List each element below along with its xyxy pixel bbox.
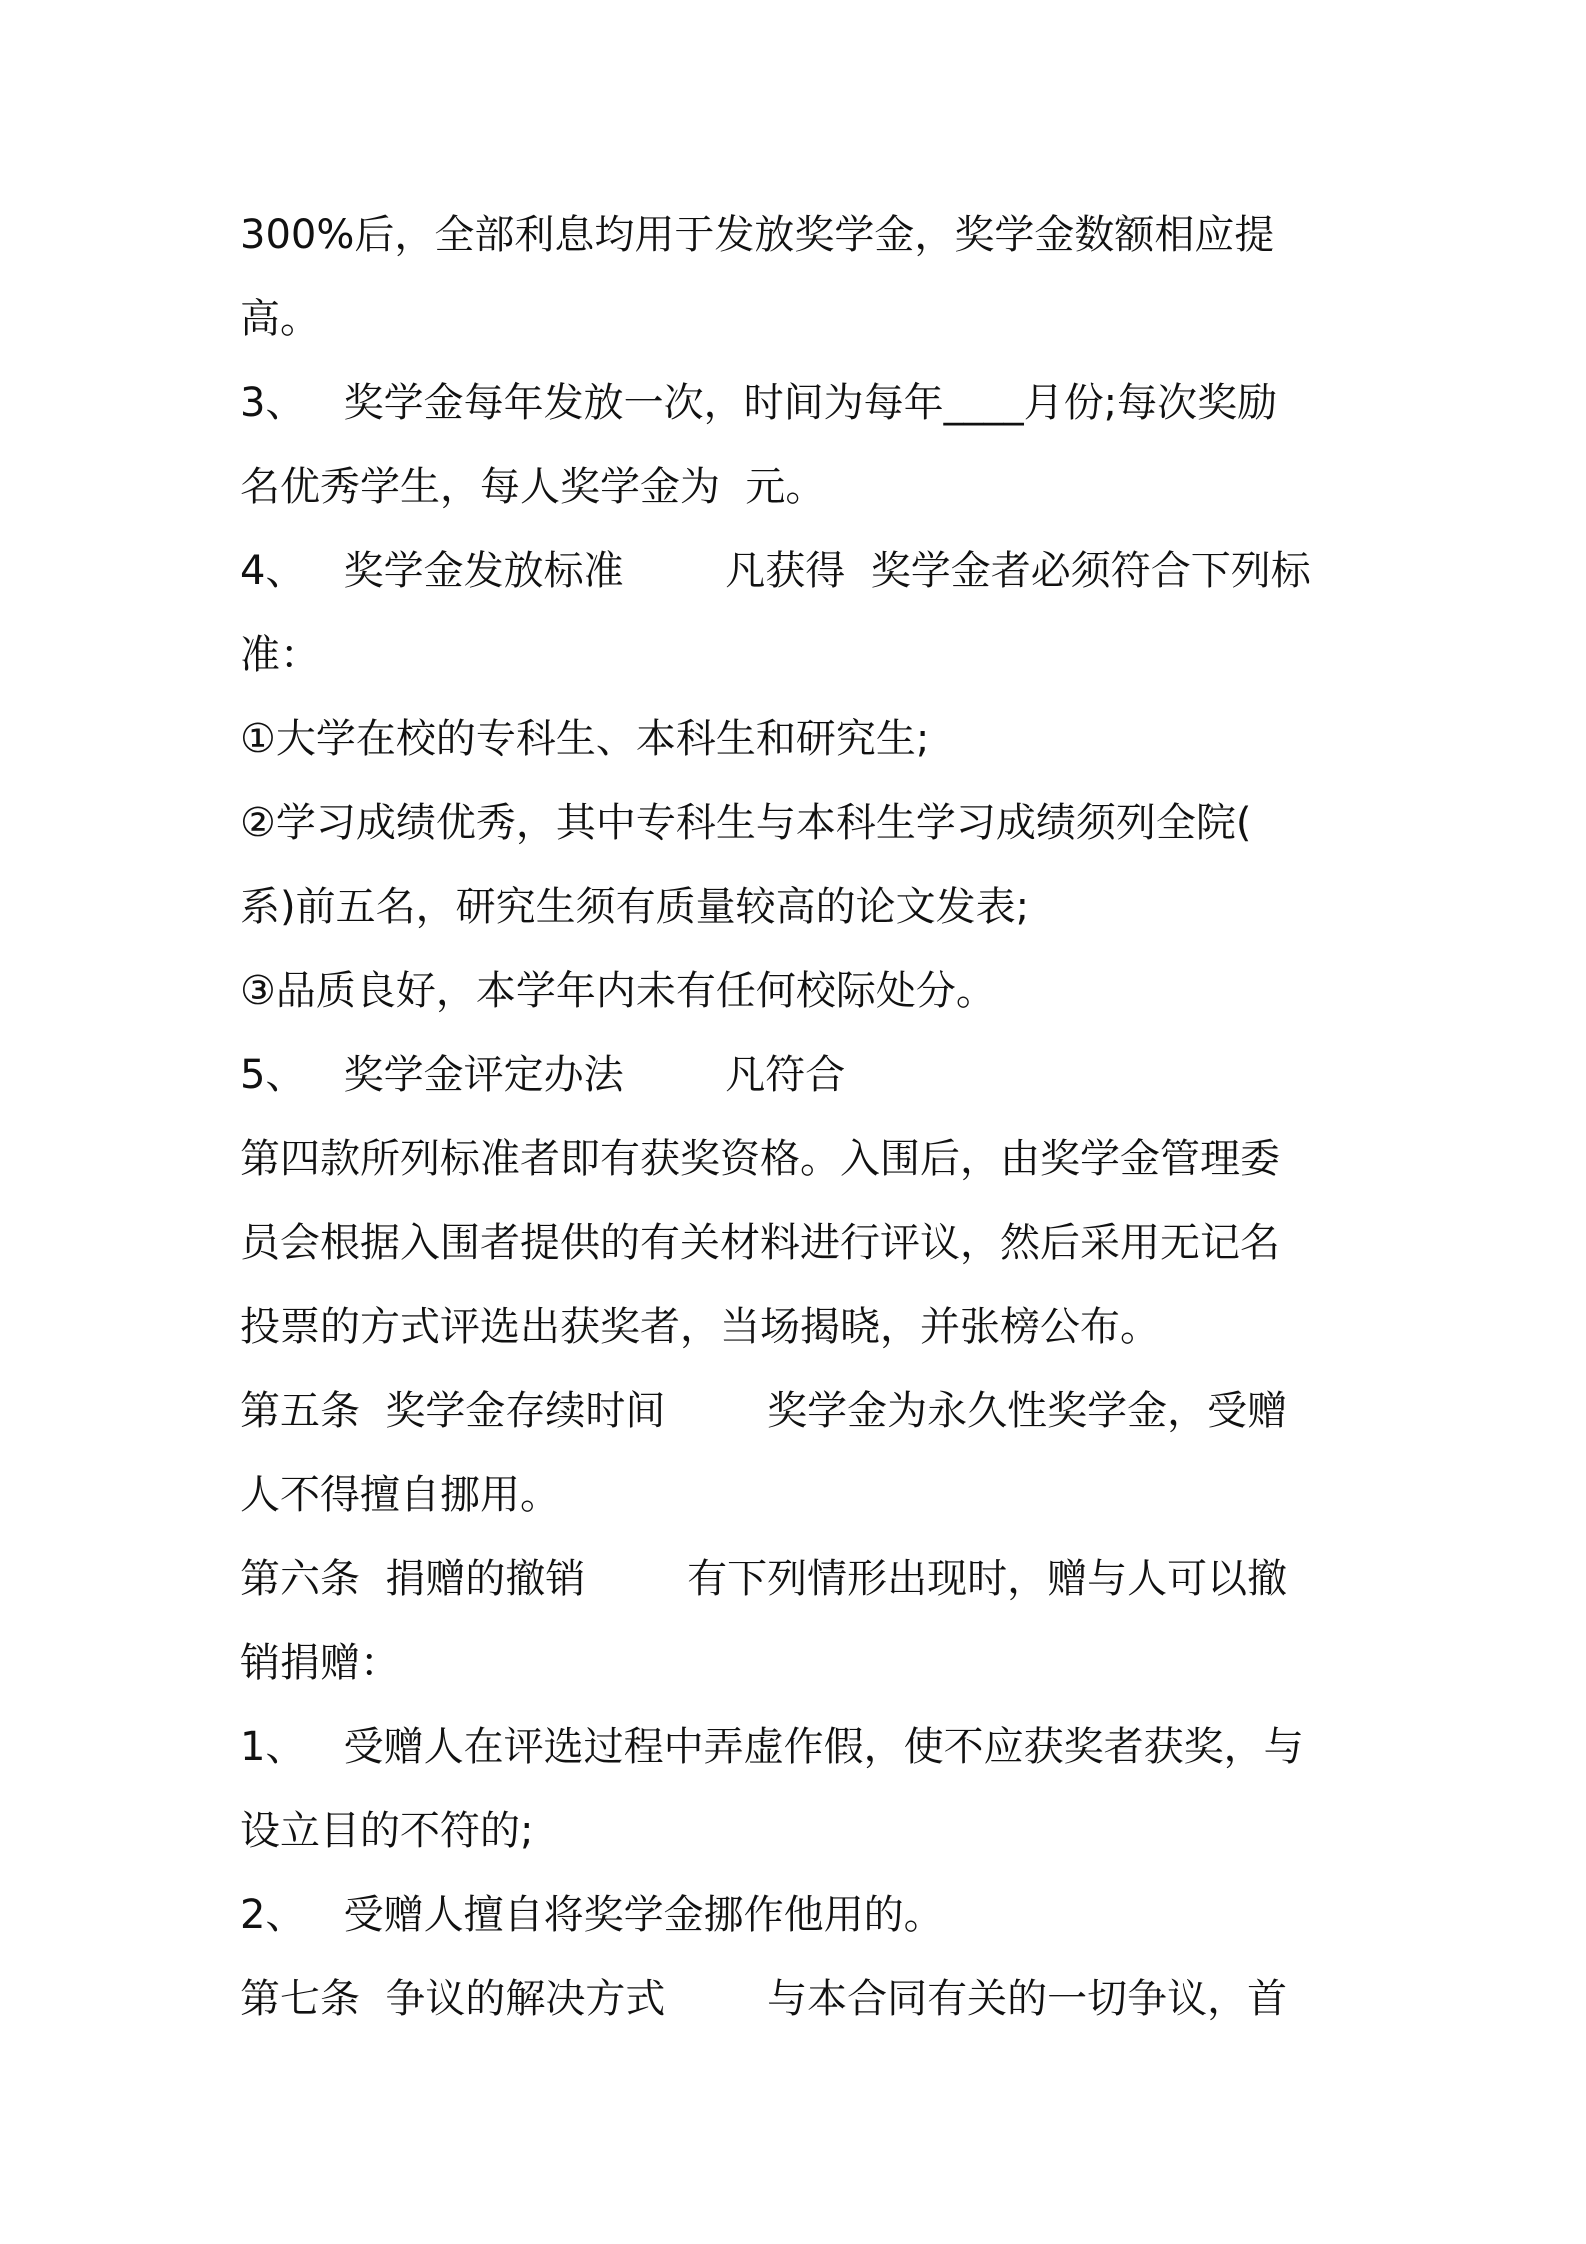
text-line: 人不得擅自挪用。 bbox=[240, 1472, 560, 1518]
text-line: ①大学在校的专科生、本科生和研究生; bbox=[240, 716, 930, 762]
text-line: 准： bbox=[240, 632, 320, 678]
text-line: 名优秀学生，每人奖学金为 元。 bbox=[240, 464, 826, 510]
text-line: 第四款所列标准者即有获奖资格。入围后，由奖学金管理委 bbox=[240, 1136, 1280, 1182]
text-line: 员会根据入围者提供的有关材料进行评议，然后采用无记名 bbox=[240, 1220, 1280, 1266]
text-line: 销捐赠： bbox=[240, 1640, 400, 1686]
text-line: 5、 奖学金评定办法 凡符合 bbox=[240, 1052, 846, 1098]
text-line: 4、 奖学金发放标准 凡获得 奖学金者必须符合下列标 bbox=[240, 548, 1311, 594]
text-line: 300%后，全部利息均用于发放奖学金，奖学金数额相应提 bbox=[240, 212, 1275, 258]
text-line: 第六条 捐赠的撤销 有下列情形出现时，赠与人可以撤 bbox=[240, 1556, 1288, 1602]
text-line: ③品质良好，本学年内未有任何校际处分。 bbox=[240, 968, 996, 1014]
text-line: 1、 受赠人在评选过程中弄虚作假，使不应获奖者获奖，与 bbox=[240, 1724, 1304, 1770]
text-line: 投票的方式评选出获奖者，当场揭晓，并张榜公布。 bbox=[240, 1304, 1160, 1350]
text-line: 2、 受赠人擅自将奖学金挪作他用的。 bbox=[240, 1892, 944, 1938]
text-line: 高。 bbox=[240, 296, 320, 342]
document-body bbox=[240, 193, 1360, 2041]
text-line: 设立目的不符的; bbox=[240, 1808, 534, 1854]
text-line: 系)前五名，研究生须有质量较高的论文发表; bbox=[240, 884, 1030, 930]
text-line: 3、 奖学金每年发放一次，时间为每年____月份;每次奖励 bbox=[240, 380, 1278, 426]
text-line: ②学习成绩优秀，其中专科生与本科生学习成绩须列全院( bbox=[240, 800, 1252, 846]
text-line: 第七条 争议的解决方式 与本合同有关的一切争议，首 bbox=[240, 1976, 1288, 2022]
text-line: 第五条 奖学金存续时间 奖学金为永久性奖学金，受赠 bbox=[240, 1388, 1288, 1434]
